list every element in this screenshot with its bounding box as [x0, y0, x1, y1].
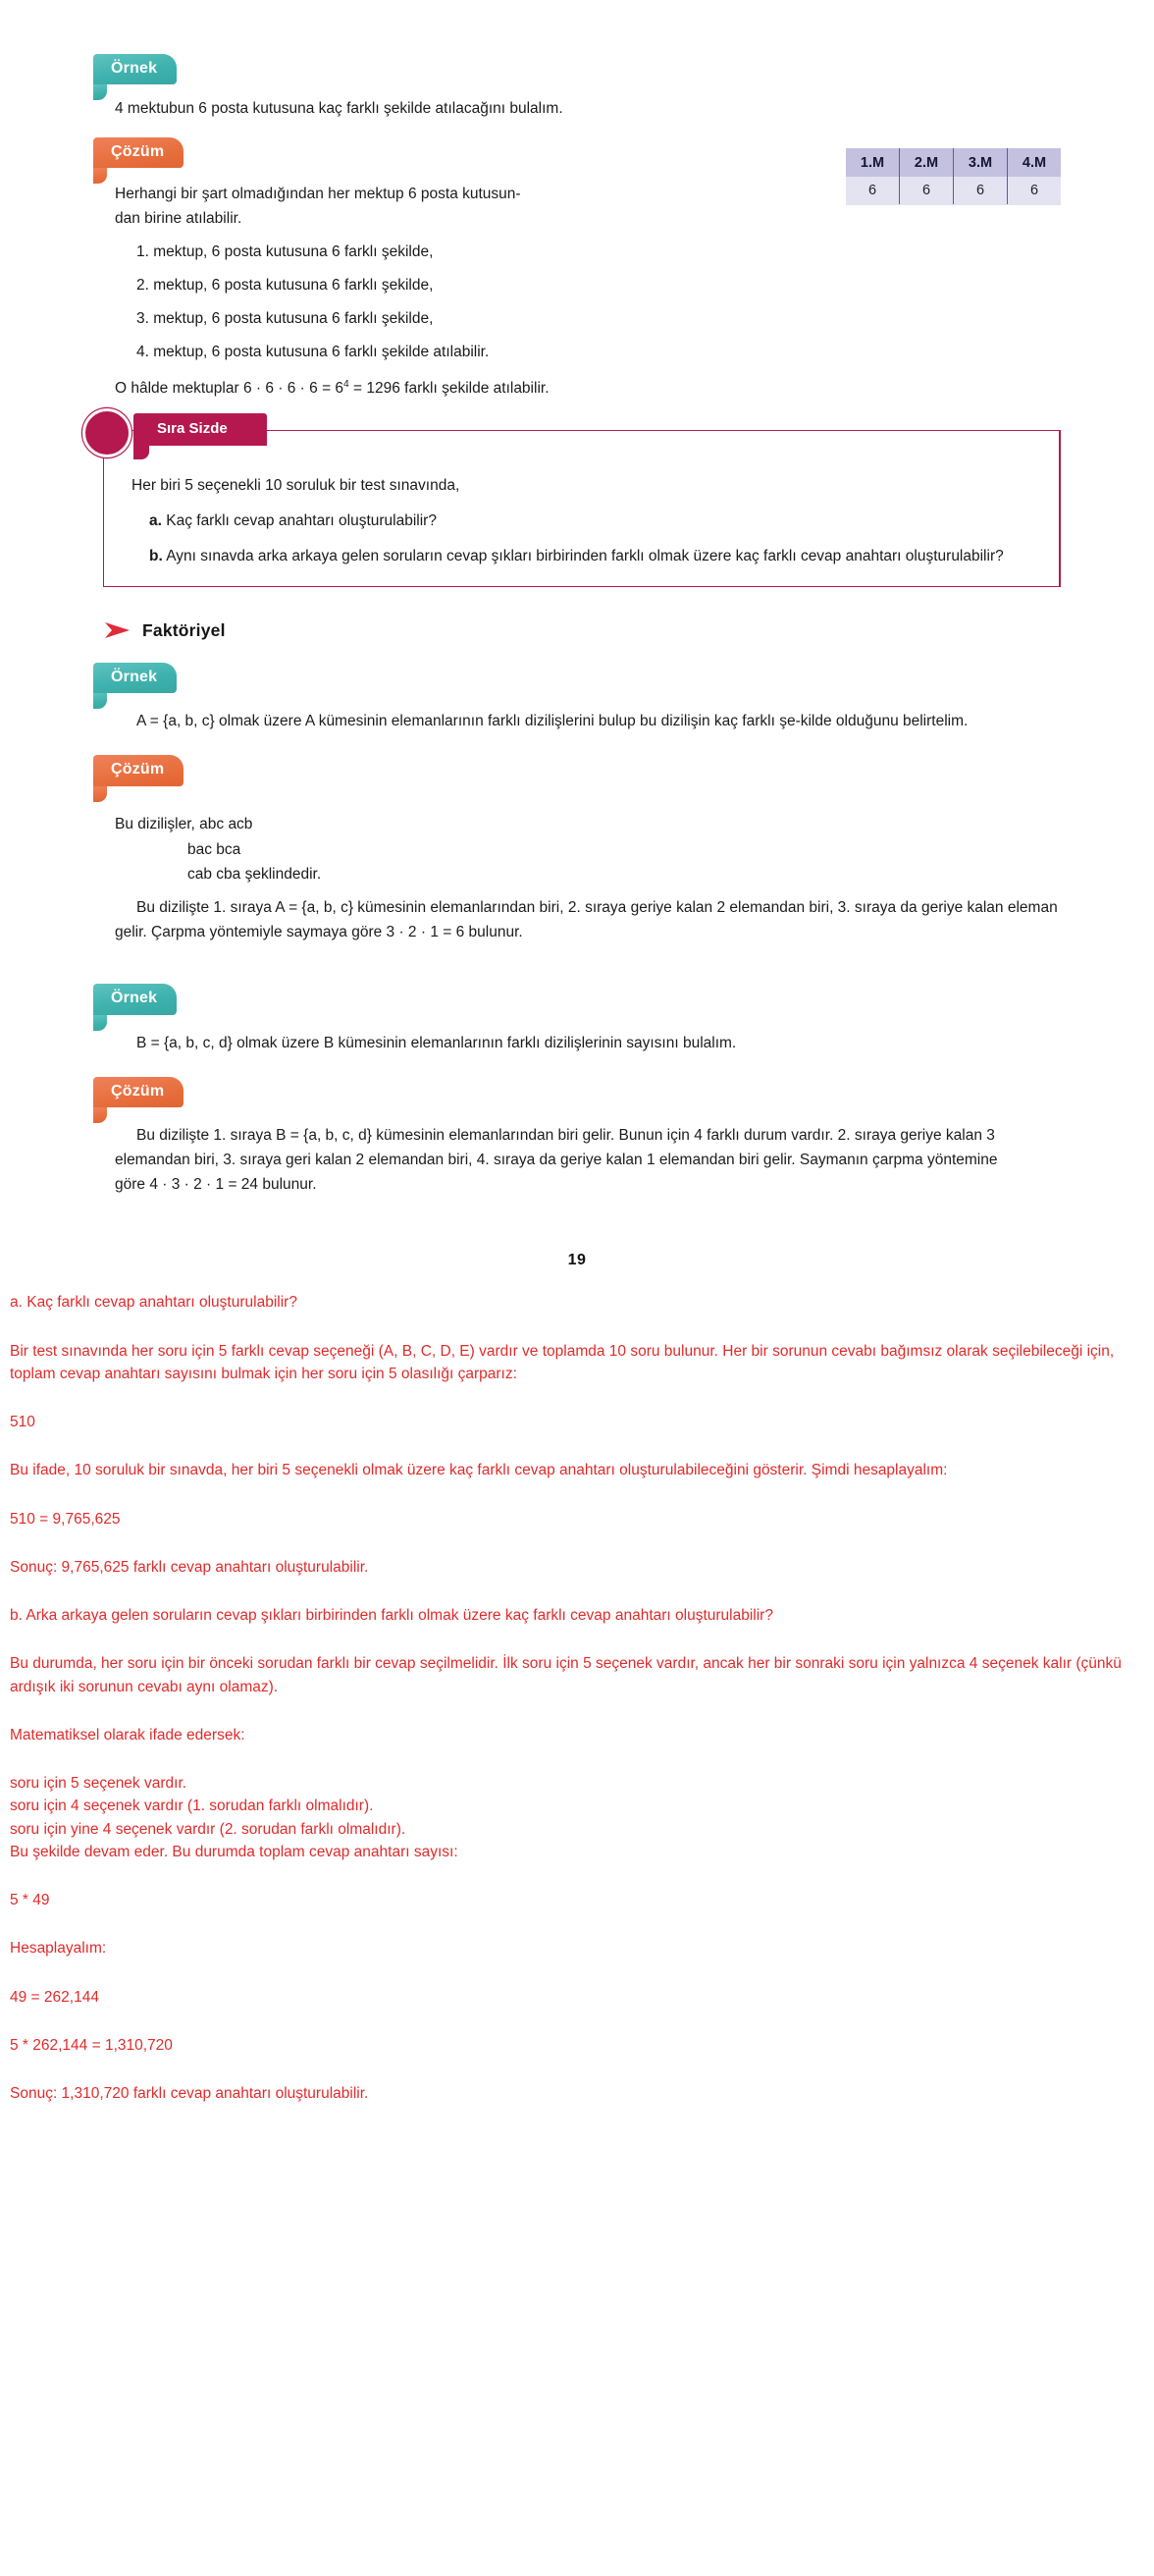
table-header-cell: 2.M	[900, 149, 954, 178]
section-heading-faktoriyel	[105, 620, 1061, 641]
page-number: 19	[567, 1252, 587, 1269]
answer-result-2: Sonuç: 1,310,720 farklı cevap anahtarı oluşturulabilir.	[10, 2085, 369, 2103]
mailbox-table	[846, 148, 1061, 205]
item-a-text: Kaç farklı cevap anahtarı oluşturulabilir?	[161, 511, 437, 529]
table-header-cell: 3.M	[954, 149, 1008, 178]
item-a-label: a.	[149, 511, 162, 529]
ornek-tag: Örnek	[93, 984, 177, 1014]
permutation-row: Bu dizilişler, abc acb	[115, 815, 253, 832]
ornek-tag: Örnek	[93, 54, 177, 84]
sira-sizde-intro: Her biri 5 seçenekli 10 soruluk bir test sınavında,	[131, 476, 460, 494]
answer-result-1: Sonuç: 9,765,625 farklı cevap anahtarı oluşturulabilir.	[10, 1558, 369, 1576]
solution-intro-line2: dan birine atılabilir.	[115, 210, 242, 227]
item-b-text: Aynı sınavda arka arkaya gelen soruların cevap şıkları birbirinden farklı olmak üzere kaç farklı cevap anahtarı oluşturulabilir?	[162, 547, 1004, 564]
arrow-right-icon	[105, 621, 131, 639]
section-title: Faktöriyel	[142, 619, 226, 640]
answer-heading-a: a. Kaç farklı cevap anahtarı oluşturulabilir?	[10, 1294, 297, 1312]
ornek-tag-1-wrap	[111, 54, 1061, 84]
answer-list-item: soru için 5 seçenek vardır.	[10, 1775, 187, 1793]
answer-heading-b: b. Arka arkaya gelen soruların cevap şıkları birbirinden farklı olmak üzere kaç farklı cevap anahtarı oluşturulabilir?	[10, 1607, 773, 1625]
table-cell: 6	[900, 177, 954, 205]
example1-step: 3. mektup, 6 posta kutusuna 6 farklı şekilde,	[136, 310, 434, 328]
conclusion-pre: O hâlde mektuplar 6 · 6 · 6 · 6 = 6	[115, 379, 344, 397]
table-cell: 6	[1008, 177, 1062, 205]
sira-sizde-item-a	[131, 509, 1037, 533]
answer-list-item: Bu şekilde devam eder. Bu durumda toplam cevap anahtarı sayısı:	[10, 1843, 458, 1860]
permutation-row: cab cba şeklindedir.	[187, 866, 322, 884]
table-cell: 6	[954, 177, 1008, 205]
answer-paragraph-3: Bu durumda, her soru için bir önceki sorudan farklı bir cevap seçilmelidir. İlk soru için 5 seçenek vardır, ancak her bir sonraki soru için yalnızca 4 seçenek kalır (çünkü ardışık iki sorunun cevabı aynı olamaz).	[10, 1655, 1122, 1695]
table-header-cell: 4.M	[1008, 149, 1062, 178]
ai-answer-block	[0, 1269, 1154, 2170]
example2-explanation: Bu dizilişte 1. sıraya A = {a, b, c} kümesinin elemanlarından biri, 2. sıraya geriye kalan 2 elemandan biri, 3. sıraya da geriye kalan eleman gelir. Çarpma yöntemiyle saymaya göre 3 · 2 · 1 = 6 bulunur.	[115, 899, 1058, 941]
answer-paragraph-4: Matematiksel olarak ifade edersek:	[10, 1726, 245, 1744]
answer-expression-2: 510 = 9,765,625	[10, 1510, 121, 1528]
solution-intro-line1: Herhangi bir şart olmadığından her mektup 6 posta kutusun-	[115, 185, 521, 202]
example1-solution-intro	[93, 182, 743, 231]
cozum-tag-2-wrap	[111, 755, 1061, 785]
answer-list	[10, 1772, 1144, 1863]
sira-sizde-label: Sıra Sizde	[133, 413, 267, 447]
cozum-tag: Çözüm	[93, 755, 184, 785]
conclusion-post: = 1296 farklı şekilde atılabilir.	[348, 379, 550, 397]
example1-step: 1. mektup, 6 posta kutusuna 6 farklı şekilde,	[136, 243, 434, 261]
example1-question: 4 mektubun 6 posta kutusuna kaç farklı şekilde atılacağını bulalım.	[115, 100, 563, 118]
example3-explanation: Bu dizilişte 1. sıraya B = {a, b, c, d} kümesinin elemanlarından biri gelir. Bunun için 4 farklı durum vardır. 2. sıraya geriye kalan 3 elemandan biri, 3. sıraya geri kalan 2 elemandan biri, 4. sıraya da geriye kalan 1 elemandan biri gelir. Saymanın çarpma yöntemine göre 4 · 3 · 2 · 1 = 24 bulunur.	[115, 1127, 998, 1194]
cozum-tag: Çözüm	[93, 1077, 184, 1107]
table-header-row	[846, 149, 1061, 178]
callout-body	[104, 463, 1061, 586]
answer-paragraph-5: Hesaplayalım:	[10, 1940, 107, 1958]
answer-paragraph-2: Bu ifade, 10 soruluk bir sınavda, her biri 5 seçenekli olmak üzere kaç farklı cevap anahtarı oluşturulabileceğini gösterir. Şimdi hesaplayalım:	[10, 1462, 948, 1479]
cozum-tag: Çözüm	[93, 137, 184, 168]
permutation-listing	[93, 812, 1061, 887]
answer-expression-3: 5 * 49	[10, 1892, 50, 1909]
conclusion-exponent: 4	[343, 378, 349, 390]
example3-question: B = {a, b, c, d} olmak üzere B kümesinin elemanlarının farklı dizilişlerinin sayısını bulalım.	[136, 1034, 737, 1051]
example1-step: 2. mektup, 6 posta kutusuna 6 farklı şekilde,	[136, 277, 434, 295]
callout-header	[104, 419, 1061, 463]
callout-circle-decoration	[82, 408, 131, 457]
ornek-tag: Örnek	[93, 663, 177, 693]
textbook-content	[0, 0, 1154, 1269]
sira-sizde-callout	[103, 419, 1061, 587]
example1-step: 4. mektup, 6 posta kutusuna 6 farklı şekilde atılabilir.	[136, 344, 490, 361]
permutation-row: bac bca	[187, 840, 241, 858]
ornek-tag-2-wrap	[111, 663, 1061, 693]
answer-expression-1: 510	[10, 1414, 35, 1431]
cozum-tag-3-wrap	[111, 1077, 1061, 1107]
ornek-tag-3-wrap	[111, 984, 1061, 1014]
answer-list-item: soru için 4 seçenek vardır (1. sorudan farklı olmalıdır).	[10, 1798, 374, 1815]
answer-paragraph-1: Bir test sınavında her soru için 5 farklı cevap seçeneği (A, B, C, D, E) vardır ve toplamda 10 soru bulunur. Her bir sorunun cevabı bağımsız olarak seçilebileceği için, toplam cevap anahtarı sayısını bulmak için her soru için 5 olasılığı çarparız:	[10, 1342, 1115, 1382]
table-row	[846, 177, 1061, 205]
sira-sizde-item-b	[131, 544, 1037, 568]
example2-question: A = {a, b, c} olmak üzere A kümesinin elemanlarının farklı dizilişlerini bulup bu dizilişin kaç farklı şe-kilde olduğunu belirtelim.	[136, 713, 969, 730]
table-header-cell: 1.M	[846, 149, 900, 178]
answer-expression-4: 49 = 262,144	[10, 1988, 99, 2006]
example1-conclusion	[93, 376, 1061, 401]
answer-expression-5: 5 * 262,144 = 1,310,720	[10, 2036, 173, 2054]
answer-list-item: soru için yine 4 seçenek vardır (2. sorudan farklı olmalıdır).	[10, 1820, 406, 1838]
item-b-label: b.	[149, 547, 163, 564]
table-cell: 6	[846, 177, 900, 205]
